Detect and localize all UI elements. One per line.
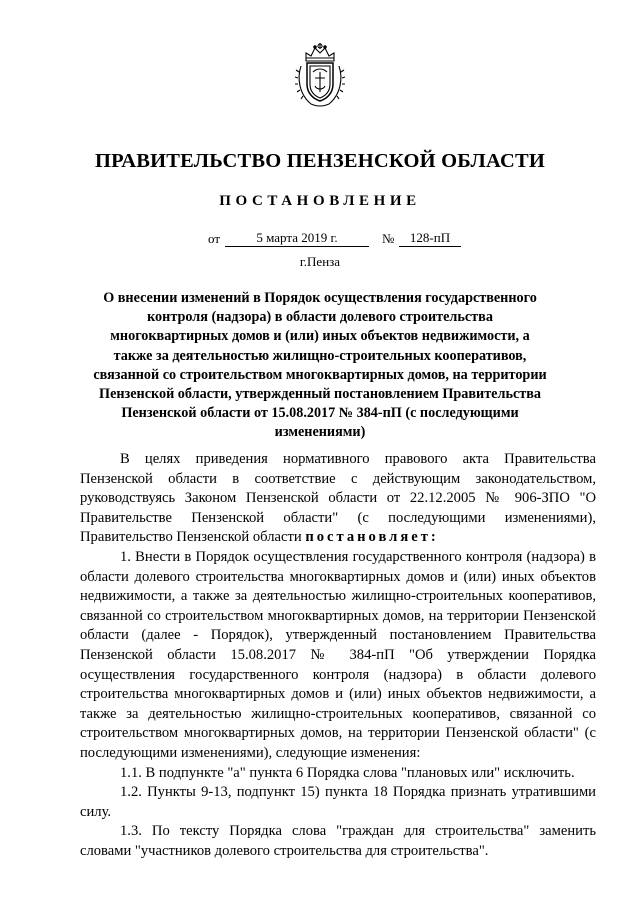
penza-coat-of-arms-icon xyxy=(293,42,347,110)
document-body xyxy=(80,450,596,861)
document-number: 128-пП xyxy=(399,230,461,247)
paragraph-1-2: 1.2. Пункты 9-13, подпункт 15) пункта 18 Порядка признать утратившими силу. xyxy=(80,784,596,820)
document-subject: О внесении изменений в Порядок осуществления государственного контроля (надзора) в области долевого строительства многоквартирных домов и (или) иных объектов недвижимости, а также за деятельностью жилищно-строительных кооперативов, связанной со строительством многоквартирных домов, на территории Пензенской области, утвержденный постановлением Правительства Пензенской области от 15.08.2017 № 384-пП (с последующими изменениями) xyxy=(93,290,547,441)
resolves-text: постановляет: xyxy=(305,529,439,546)
preamble-paragraph xyxy=(80,450,596,548)
preamble-text: В целях приведения нормативного правового акта Правительства Пензенской области в соответствие с действующим законодательством, руководствуясь Законом Пензенской области от 22.12.2005 № 906-ЗПО "О Правительстве Пензенской области" (с последующими изменениями), Правительство Пензенской области xyxy=(80,451,596,546)
city: г.Пенза xyxy=(299,254,341,269)
date-prefix: от xyxy=(208,231,221,246)
paragraph-1-3: 1.3. По тексту Порядка слова "граждан для строительства" заменить словами "участников долевого строительства для строительства". xyxy=(80,823,596,859)
page-title: ПРАВИТЕЛЬСТВО ПЕНЗЕНСКОЙ ОБЛАСТИ xyxy=(95,150,545,172)
date-number-row xyxy=(0,230,640,250)
number-prefix: № xyxy=(382,231,395,246)
paragraph-1-1: 1.1. В подпункте "а" пункта 6 Порядка слова "плановых или" исключить. xyxy=(120,764,575,781)
document-type: ПОСТАНОВЛЕНИЕ xyxy=(219,193,421,209)
paragraph-1: 1. Внести в Порядок осуществления государственного контроля (надзора) в области долевого строительства многоквартирных домов и (или) иных объектов недвижимости, а также за деятельностью жилищно-строительных кооперативов, связанной со строительством многоквартирных домов, на территории Пензенской области (далее - Порядок), утвержденный постановлением Правительства Пензенской области 15.08.2017 № 384-пП "Об утверждении Порядка осуществления государственного контроля (надзора) в области долевого строительства многоквартирных домов и (или) иных объектов недвижимости, а также за деятельностью жилищно-строительных кооперативов, связанной со строительством многоквартирных домов, на территории Пензенской области" (с последующими изменениями), следующие изменения: xyxy=(80,548,596,761)
document-date: 5 марта 2019 г. xyxy=(225,230,369,247)
